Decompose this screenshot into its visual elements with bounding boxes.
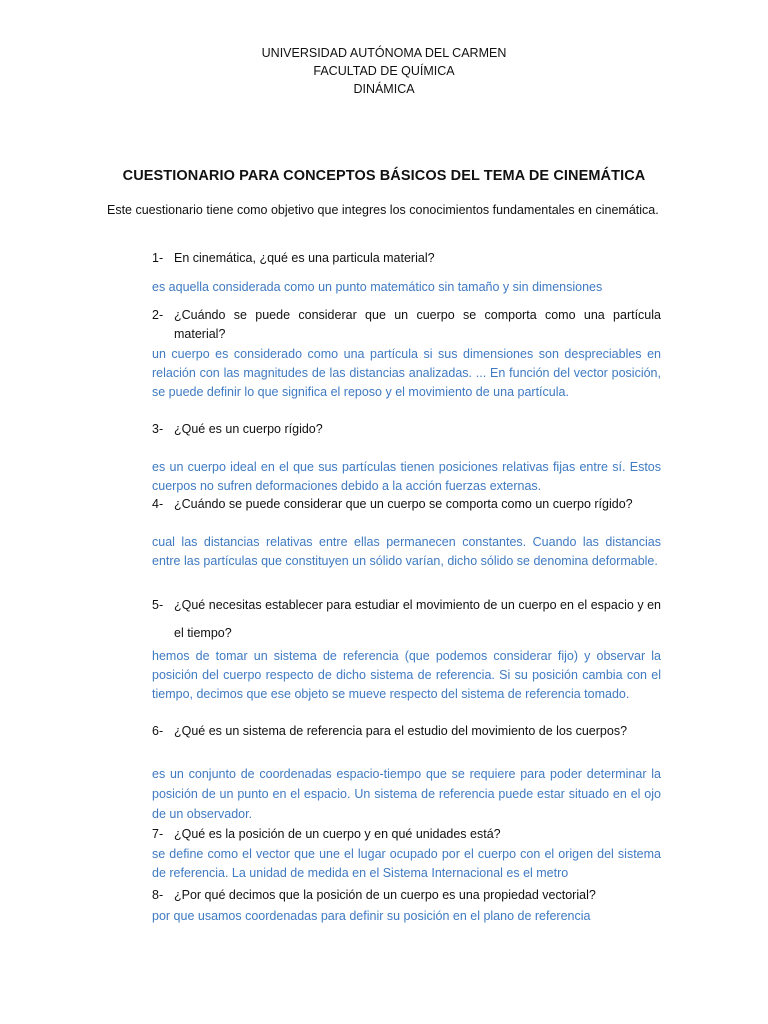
- question-number: 8-: [152, 888, 164, 902]
- faculty-name: FACULTAD DE QUÍMICA: [313, 64, 455, 78]
- question-number: 2-: [152, 308, 164, 322]
- question-text: ¿Por qué decimos que la posición de un cuerpo es una propiedad vectorial?: [174, 888, 596, 902]
- intro-paragraph: Este cuestionario tiene como objetivo que integres los conocimientos fundamentales en cinemática.: [107, 203, 659, 217]
- question-5: [152, 591, 661, 647]
- question-number: 7-: [152, 827, 164, 841]
- question-number: 5-: [152, 598, 164, 612]
- question-1: [152, 249, 661, 268]
- question-number: 6-: [152, 724, 164, 738]
- answer-5: hemos de tomar un sistema de referencia (que podemos considerar fijo) y observar la posición del cuerpo respecto de dicho sistema de referencia. Si su posición cambia con el tiempo, decimos que ese objeto se mueve respecto del sistema de referencia tomado.: [152, 649, 661, 701]
- answer-4: cual las distancias relativas entre ellas permanecen constantes. Cuando las distancias entre las partículas que constituyen un sólido varían, dicho sólido se denomina deformable.: [152, 535, 661, 568]
- question-number: 1-: [152, 251, 164, 265]
- question-text: ¿Qué es un cuerpo rígido?: [174, 422, 323, 436]
- answer-8: por que usamos coordenadas para definir su posición en el plano de referencia: [152, 909, 591, 923]
- question-8: [152, 886, 661, 905]
- course-name: DINÁMICA: [353, 82, 415, 96]
- university-name: UNIVERSIDAD AUTÓNOMA DEL CARMEN: [261, 46, 507, 60]
- question-3: [152, 420, 661, 439]
- question-text: ¿Cuándo se puede considerar que un cuerpo se comporta como una partícula material?: [174, 308, 661, 341]
- answer-2: un cuerpo es considerado como una partícula si sus dimensiones son despreciables en relación con las magnitudes de las distancias analizadas. ... En función del vector posición, se puede definir lo que significa el reposo y el movimiento de una partícula.: [152, 347, 661, 399]
- document-title: CUESTIONARIO PARA CONCEPTOS BÁSICOS DEL TEMA DE CINEMÁTICA: [122, 168, 646, 184]
- question-text: En cinemática, ¿qué es una particula material?: [174, 251, 435, 265]
- question-7: [152, 825, 661, 844]
- answer-6: es un conjunto de coordenadas espacio-tiempo que se requiere para poder determinar la posición de un punto en el espacio. Un sistema de referencia puede estar situado en el ojo de un observador.: [152, 767, 661, 821]
- question-text: ¿Qué necesitas establecer para estudiar el movimiento de un cuerpo en el espacio y en el tiempo?: [174, 598, 661, 640]
- question-6: [152, 722, 661, 741]
- question-text: ¿Qué es la posición de un cuerpo y en qué unidades está?: [174, 827, 501, 841]
- question-text: ¿Cuándo se puede considerar que un cuerpo se comporta como un cuerpo rígido?: [174, 497, 633, 511]
- question-number: 4-: [152, 497, 164, 511]
- document-header: [0, 44, 768, 98]
- answer-1: es aquella considerada como un punto matemático sin tamaño y sin dimensiones: [152, 280, 603, 294]
- question-number: 3-: [152, 422, 164, 436]
- answer-3: es un cuerpo ideal en el que sus partículas tienen posiciones relativas fijas entre sí. Estos cuerpos no sufren deformaciones debido a la acción fuerzas externas.: [152, 460, 661, 493]
- question-4: [152, 495, 661, 514]
- question-text: ¿Qué es un sistema de referencia para el estudio del movimiento de los cuerpos?: [174, 724, 628, 738]
- question-2: [152, 306, 661, 344]
- answer-7: se define como el vector que une el lugar ocupado por el cuerpo con el origen del sistema de referencia. La unidad de medida en el Sistema Internacional es el metro: [152, 847, 661, 880]
